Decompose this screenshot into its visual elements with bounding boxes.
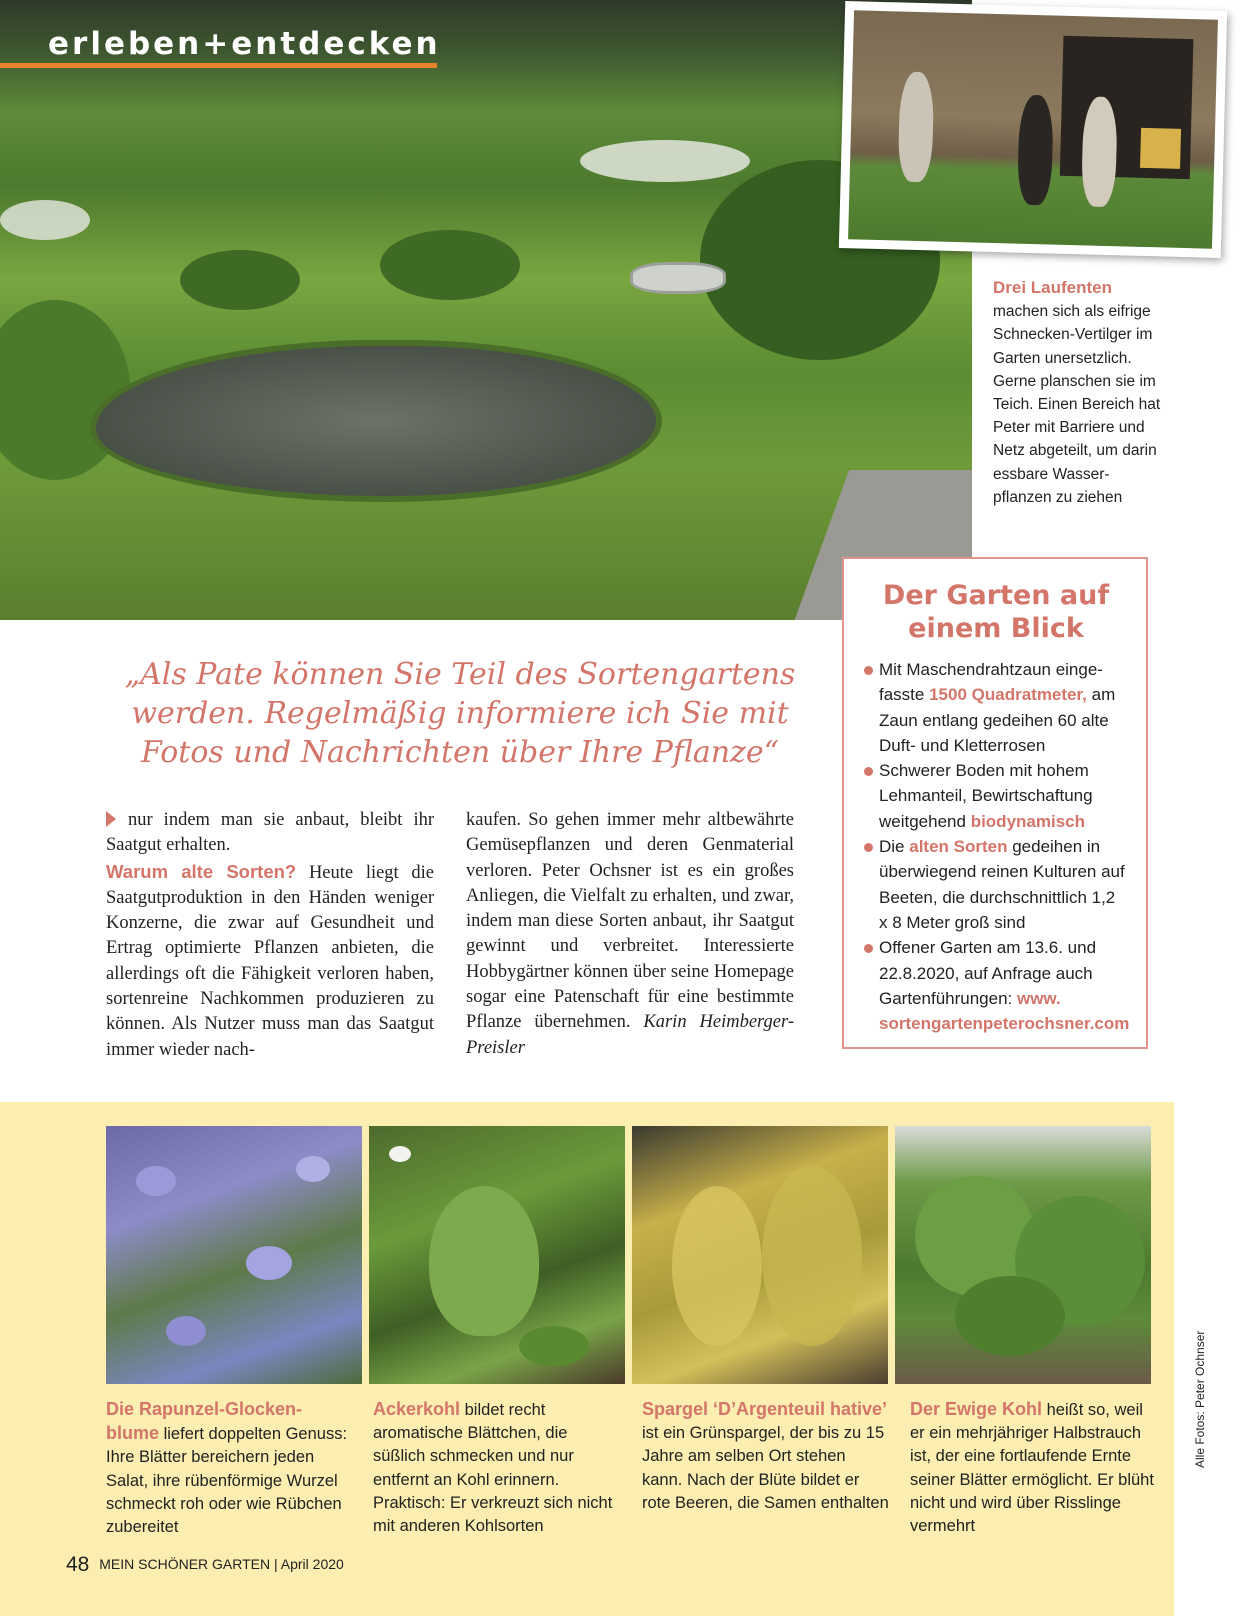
magazine-name: MEIN SCHÖNER GARTEN xyxy=(99,1556,271,1572)
body-column-1: nur indem man sie anbaut, bleibt ihr Saatgut erhalten. Warum alte Sorten? Heute liegt die Saatgutproduktion in den Händen weniger Konzerne, die zwar auf Gesundheit und Ertrag optimierte Pflanzen anbieten, die allerdings oft die Fähigkeit verloren haben, sortenreine Nachkommen produzieren zu können. Als Nutzer muss man das Saatgut immer wieder nach- xyxy=(106,810,435,1060)
section-rubric: erleben+entdecken xyxy=(48,26,441,62)
bullet-icon xyxy=(864,767,873,776)
duck xyxy=(898,72,935,183)
continue-arrow-icon xyxy=(106,811,116,827)
info-item: Schwerer Boden mit hohem Lehmanteil, Bewirtschaftung weitgehend biodynamisch xyxy=(864,758,1128,834)
pull-quote: „Als Pate können Sie Teil des Sortengartens werden. Regelmäßig informiere ich Sie mit Fotos und Nachrichten über Ihre Pflanze“ xyxy=(124,657,796,770)
caption-text: machen sich als eifrige Schnecken-Vertilger im Garten unersetzlich. Gerne planschen sie im Teich. Einen Bereich hat Peter mit Barriere und Netz abgeteilt, um darin essbare Wasser-pflanzen zu ziehen xyxy=(993,303,1161,506)
plant-caption: Die Rapunzel-Glocken-blume liefert doppelten Genuss: Ihre Blätter bereichern jeden Salat, ihre rübenförmige Wurzel schmeckt roh oder wie Rübchen zubereitet xyxy=(106,1399,348,1537)
page-footer xyxy=(66,1553,344,1577)
ewiger-kohl-photo xyxy=(895,1126,1151,1384)
rubric-underline xyxy=(0,63,437,68)
issue-date: | April 2020 xyxy=(274,1556,344,1572)
bullet-icon xyxy=(864,843,873,852)
body-column-2: kaufen. So gehen immer mehr altbewährte Gemüsepflanzen und deren Genmaterial verloren. Peter Ochsner ist es ein großes Anliegen, die Vielfalt zu erhalten, und zwar, indem man diese Sorten anbaut, ihr Saatgut gewinnt und verbreitet. Interessierte Hobbygärtner können über seine Homepage sogar eine Patenschaft für eine bestimmte Pflanze übernehmen. Karin Heimberger-Preisler xyxy=(466,810,794,1058)
duck xyxy=(1017,95,1054,206)
plant-caption: Der Ewige Kohl heißt so, weil er ein mehrjähriger Halbstrauch ist, der eine fortlaufende Ernte seiner Blätter ermöglicht. Er blüht nicht und wird über Risslinge vermehrt xyxy=(910,1399,1154,1536)
ducks-photo xyxy=(839,1,1227,258)
ackerkohl-photo xyxy=(369,1126,625,1384)
page-number: 48 xyxy=(66,1553,90,1576)
bullet-icon xyxy=(864,666,873,675)
info-box xyxy=(842,557,1148,1049)
plant-caption: Spargel ‘D’Argenteuil hative’ ist ein Grünspargel, der bis zu 15 Jahre am selben Ort stehen kann. Nach der Blüte bildet er rote Beeren, die Samen enthalten xyxy=(642,1399,889,1512)
caption-title: Drei Laufenten xyxy=(993,278,1113,297)
info-item: Offener Garten am 13.6. und 22.8.2020, auf Anfrage auch Gartenführungen: www. sortengartenpeterochsner.com xyxy=(864,935,1128,1036)
info-item: Mit Maschendrahtzaun einge-fasste 1500 Quadratmeter, am Zaun entlang gedeihen 60 alte Duft- und Kletterrosen xyxy=(864,657,1128,758)
pond xyxy=(90,340,662,502)
bullet-icon xyxy=(864,944,873,953)
info-box-title: Der Garten auf einem Blick xyxy=(882,580,1110,644)
subheading: Warum alte Sorten? xyxy=(106,860,297,882)
author-name: Karin Heimberger-Preisler xyxy=(466,1012,794,1058)
rapunzel-photo xyxy=(106,1126,362,1384)
spargel-photo xyxy=(632,1126,888,1384)
info-item: Die alten Sorten gedeihen in überwiegend reinen Kulturen auf Beeten, die durchschnittlich 1,2 x 8 Meter groß sind xyxy=(864,834,1128,935)
duck xyxy=(1081,96,1118,207)
duck-caption xyxy=(993,276,1163,509)
plant-caption: Ackerkohl bildet recht aromatische Blättchen, die süßlich schmecken und nur entfernt an Kohl erinnern. Praktisch: Er verkreuzt sich nicht mit anderen Kohlsorten xyxy=(373,1399,613,1536)
info-list xyxy=(864,657,1128,1036)
photo-credit: Alle Fotos: Peter Ochnser xyxy=(1193,1330,1207,1468)
website-link[interactable]: www. sortengartenpeterochsner.com xyxy=(879,988,1130,1034)
garden-photo xyxy=(0,0,972,620)
